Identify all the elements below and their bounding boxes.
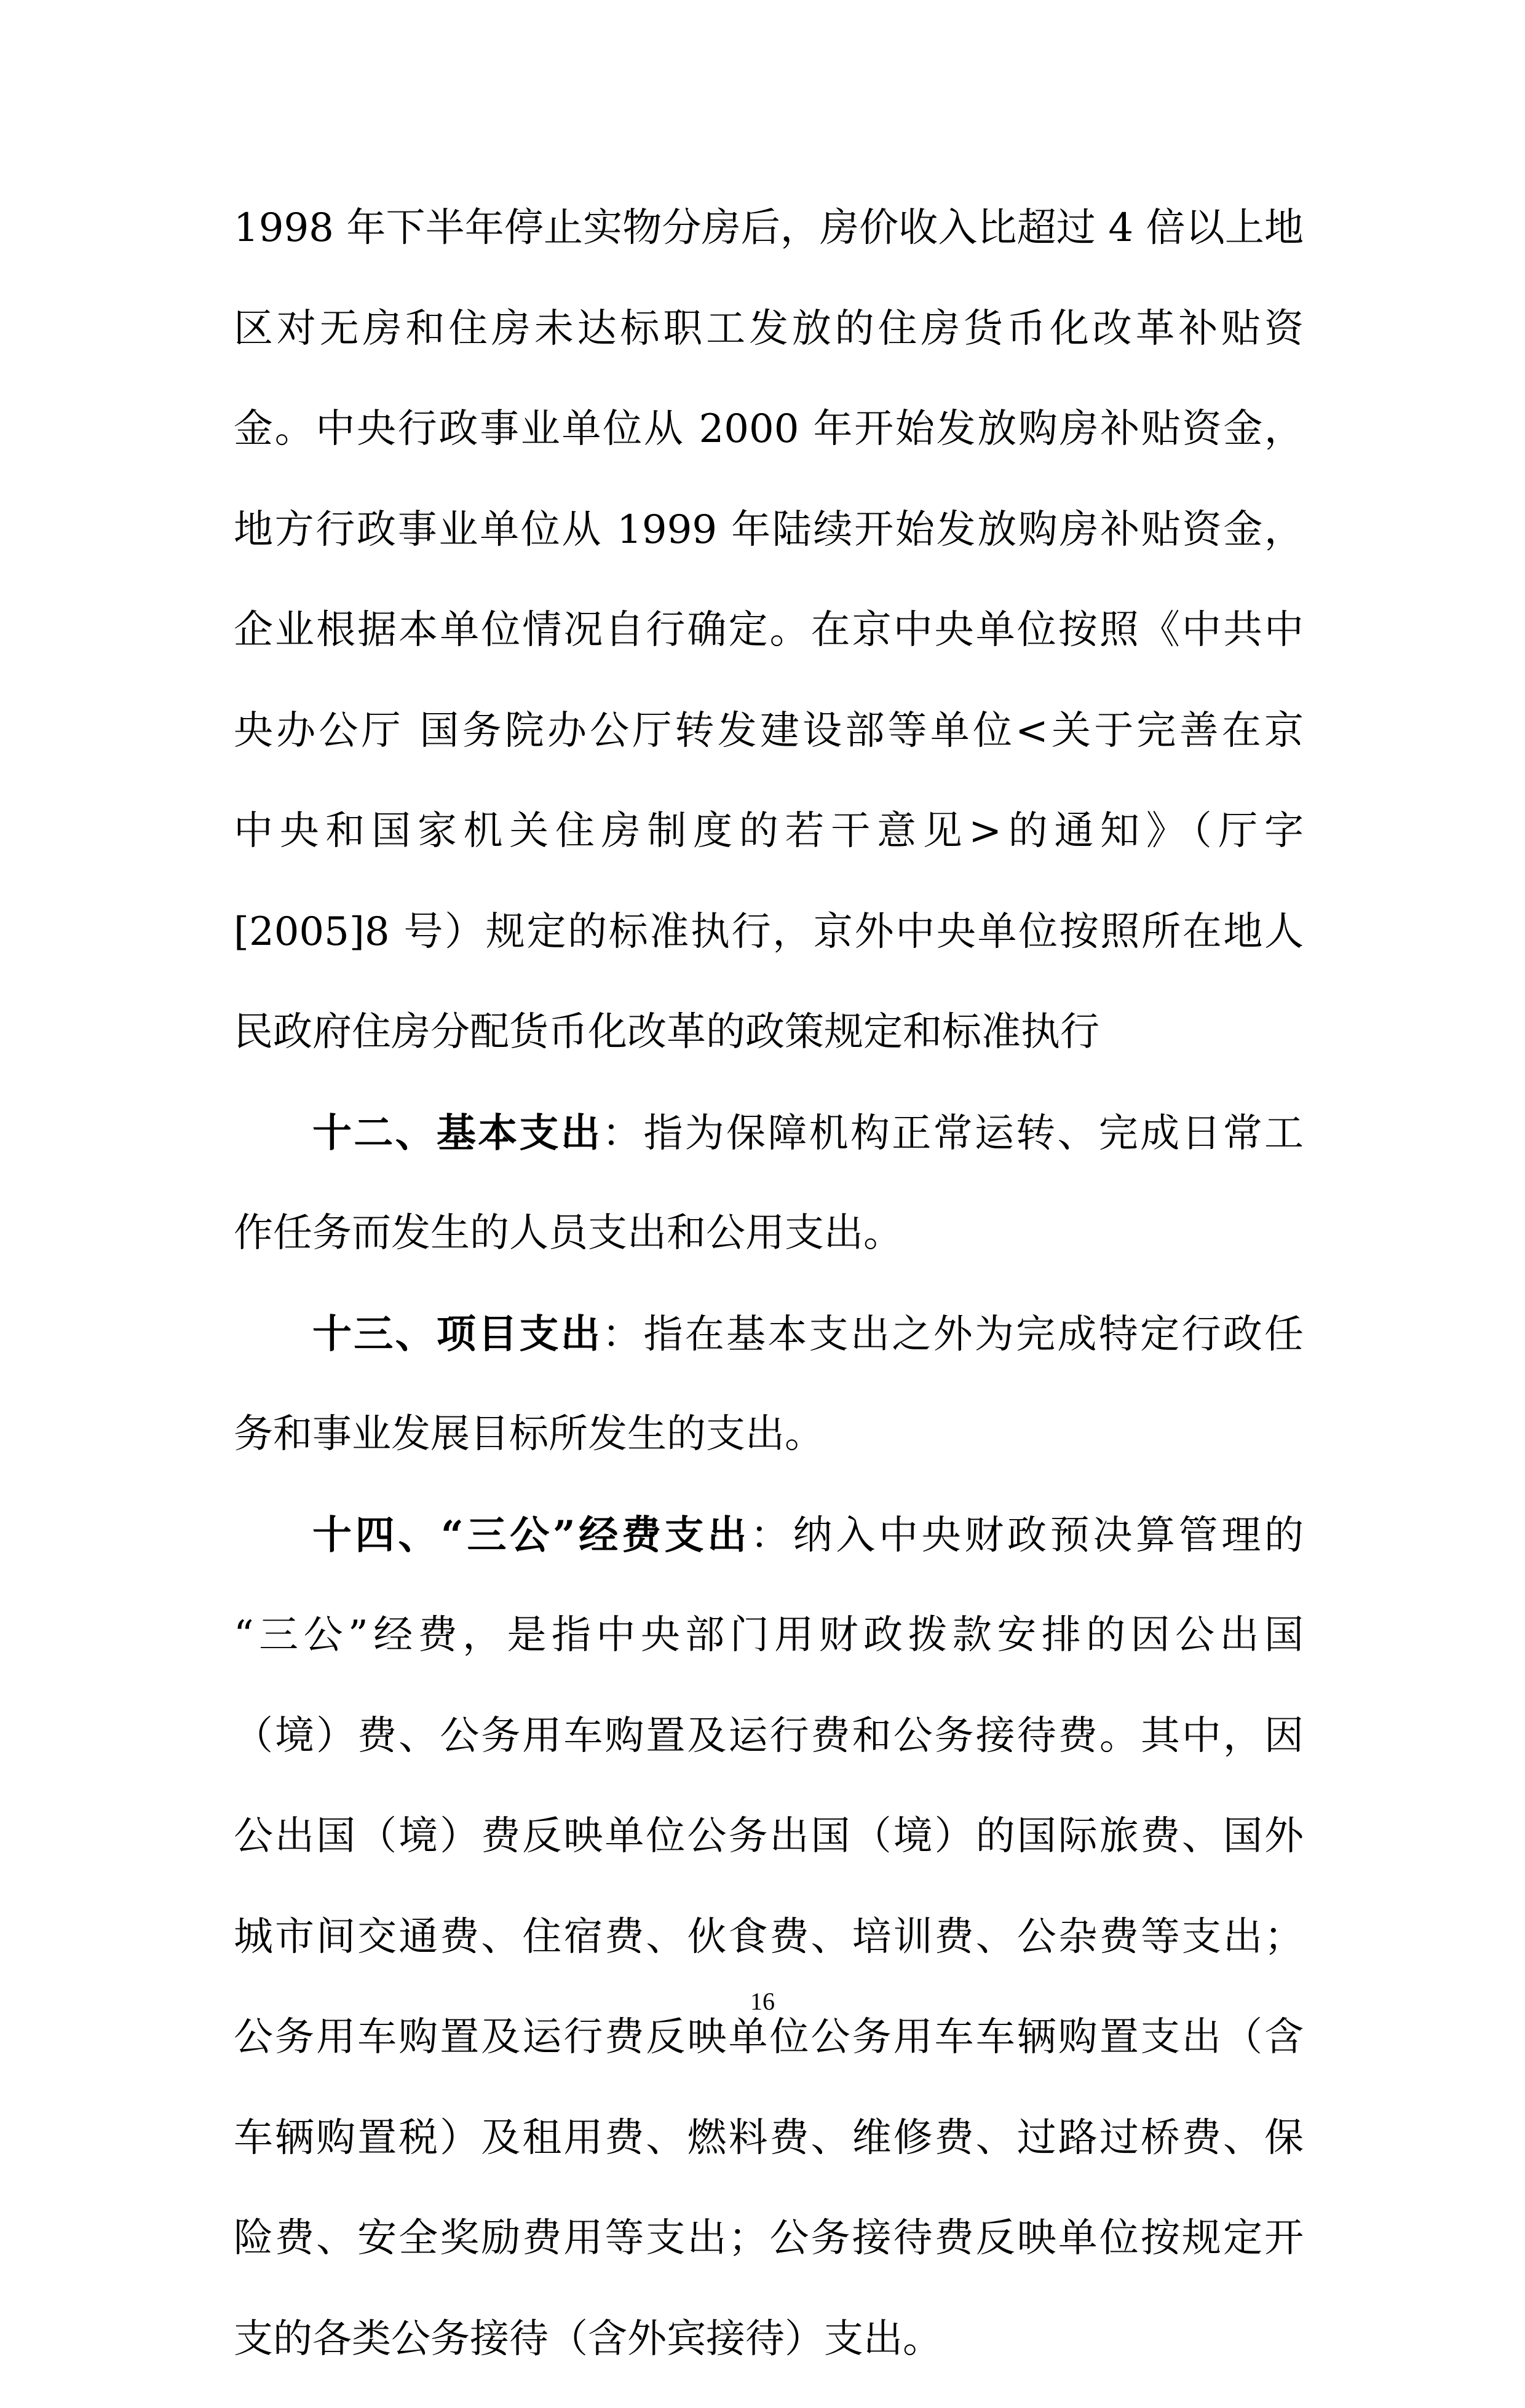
paragraph-line: 险费、安全奖励费用等支出；公务接待费反映单位按规定开 xyxy=(234,2207,1304,2308)
section-heading: 十四、“三公”经费支出 xyxy=(312,1512,750,1558)
paragraph-line: 支的各类公务接待（含外宾接待）支出。 xyxy=(234,2308,1304,2408)
paragraph-line: （境）费、公务用车购置及运行费和公务接待费。其中，因 xyxy=(234,1705,1304,1806)
paragraph-line: 公务用车购置及运行费反映单位公务用车车辆购置支出（含 xyxy=(234,2006,1304,2107)
paragraph-line: 车辆购置税）及租用费、燃料费、维修费、过路过桥费、保 xyxy=(234,2107,1304,2208)
paragraph-line: 金。中央行政事业单位从 2000 年开始发放购房补贴资金， xyxy=(234,398,1304,499)
page-number: 16 xyxy=(701,1987,824,2016)
section-definition: ：指为保障机构正常运转、完成日常工 xyxy=(602,1111,1304,1156)
section-definition: ：纳入中央财政预决算管理的 xyxy=(750,1513,1304,1558)
paragraph-line: 民政府住房分配货币化改革的政策规定和标准执行 xyxy=(234,1001,1304,1102)
paragraph-line: 公出国（境）费反映单位公务出国（境）的国际旅费、国外 xyxy=(234,1805,1304,1906)
section-basic-expenditure xyxy=(234,1102,1304,1202)
section-heading: 十三、项目支出 xyxy=(312,1311,602,1357)
paragraph-line: 中央和国家机关住房制度的若干意见>的通知》（厅字 xyxy=(234,800,1304,901)
section-project-expenditure xyxy=(234,1303,1304,1403)
paragraph-line: [2005]8 号）规定的标准执行，京外中央单位按照所在地人 xyxy=(234,901,1304,1001)
paragraph-line: 城市间交通费、住宿费、伙食费、培训费、公杂费等支出； xyxy=(234,1906,1304,2007)
paragraph-line: 企业根据本单位情况自行确定。在京中央单位按照《中共中 xyxy=(234,599,1304,700)
paragraph-line: “三公”经费，是指中央部门用财政拨款安排的因公出国 xyxy=(234,1604,1304,1705)
section-heading: 十二、基本支出 xyxy=(312,1110,602,1156)
paragraph-line: 务和事业发展目标所发生的支出。 xyxy=(234,1403,1304,1504)
section-three-public xyxy=(234,1504,1304,1605)
paragraph-line: 1998 年下半年停止实物分房后，房价收入比超过 4 倍以上地 xyxy=(234,197,1304,298)
paragraph-line: 地方行政事业单位从 1999 年陆续开始发放购房补贴资金， xyxy=(234,499,1304,599)
paragraph-line: 央办公厅 国务院办公厅转发建设部等单位<关于完善在京 xyxy=(234,700,1304,800)
paragraph-line: 作任务而发生的人员支出和公用支出。 xyxy=(234,1202,1304,1303)
body-text xyxy=(234,197,1304,2408)
section-definition: ：指在基本支出之外为完成特定行政任 xyxy=(602,1312,1304,1357)
paragraph-line: 区对无房和住房未达标职工发放的住房货币化改革补贴资 xyxy=(234,298,1304,398)
